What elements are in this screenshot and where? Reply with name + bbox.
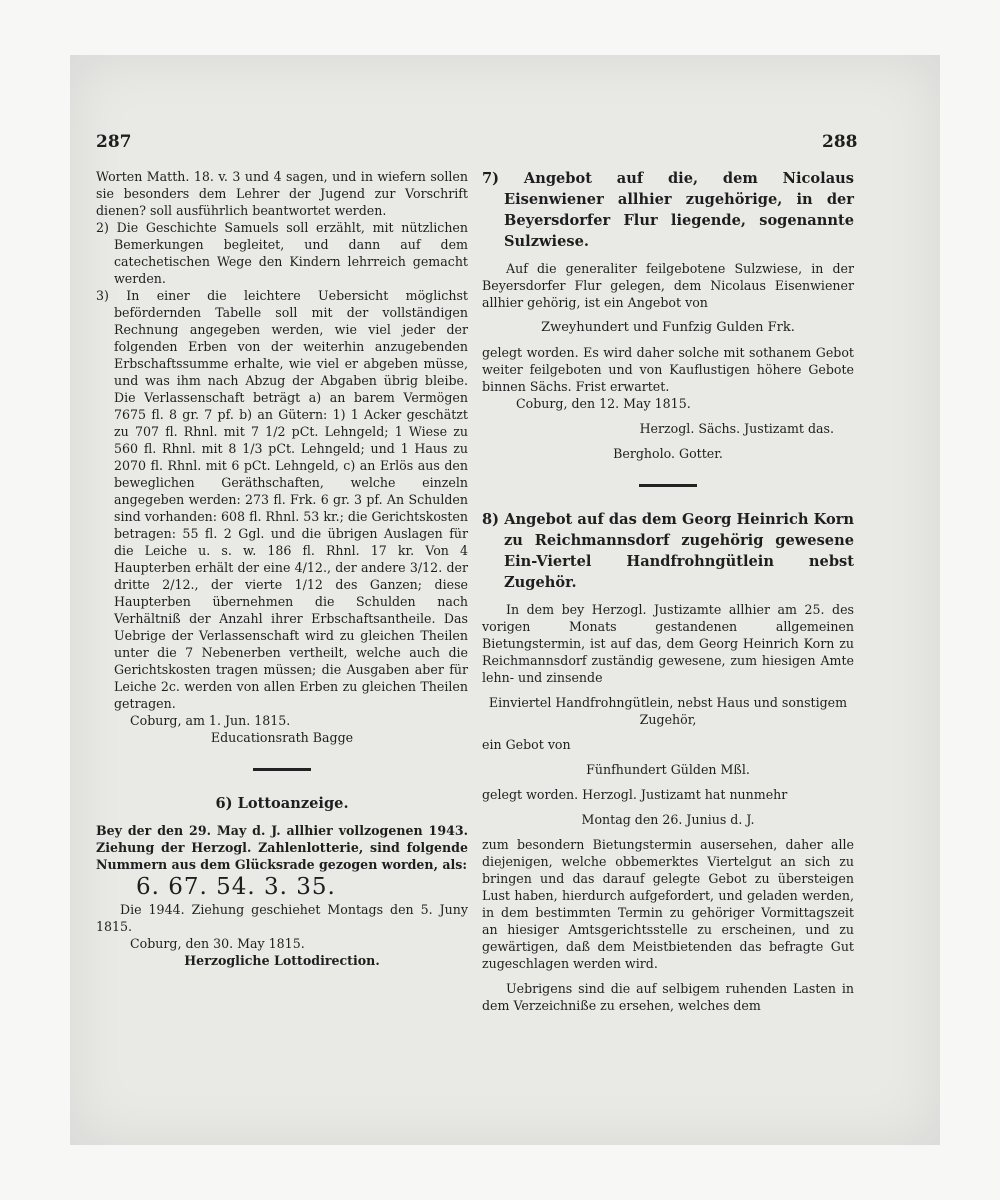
lottery-numbers: 6. 67. 54. 3. 35.: [136, 874, 336, 900]
offer-7-place-date: Coburg, den 12. May 1815.: [516, 396, 691, 411]
offer-8-closing: Uebrigens sind die auf selbigem ruhenden Lasten in dem Verzeichniße zu ersehen, welches dem: [482, 981, 854, 1013]
offer-7-amount: Zweyhundert und Funfzig Gulden Frk.: [541, 320, 795, 335]
offer-8-date: Montag den 26. Junius d. J.: [581, 812, 755, 827]
intro-paragraph: Worten Matth. 18. v. 3 und 4 sagen, und in wiefern sollen sie besonders dem Lehrer der Jugend zur Vorschrift dienen? soll ausführlich beantwortet werden.: [96, 169, 468, 218]
lottery-text: Bey der den 29. May d. J. allhier vollzogenen 1943. Ziehung der Herzogl. Zahlenlotterie, sind folgende Nummern aus dem Glücksrade gezogen worden, als:: [96, 823, 468, 872]
right-column: [482, 168, 854, 1014]
heading-offer-8: 8) Angebot auf das dem Georg Heinrich Korn zu Reichmannsdorf zugehörig gewesene Ein-Viertel Handfrohngütlein nebst Zugehör.: [482, 511, 854, 591]
offer-8-text: In dem bey Herzogl. Justizamte allhier am 25. des vorigen Monats gestandenen allgemeinen Bietungstermin, ist auf das, dem Georg Heinrich Korn zu Reichmannsdorf zuständig gewesene, zum hiesigen Amte lehn- und zinsende: [482, 602, 854, 685]
offer-8-item: Einviertel Handfrohngütlein, nebst Haus und sonstigem Zugehör,: [488, 695, 848, 727]
signature: Educationsrath Bagge: [210, 730, 354, 745]
heading-offer-7: 7) Angebot auf die, dem Nicolaus Eisenwiener allhier zugehörige, in der Beyersdorfer Flur liegende, sogenannte Sulzwiese.: [482, 170, 854, 250]
page-number-left: 287: [96, 132, 132, 152]
heading-lottery: 6) Lottoanzeige.: [215, 795, 349, 812]
place-date: Coburg, am 1. Jun. 1815.: [130, 713, 291, 728]
lottery-place-date: Coburg, den 30. May 1815.: [130, 936, 305, 951]
offer-7-names: Bergholo. Gotter.: [613, 446, 723, 461]
section-divider-right: [639, 484, 697, 487]
offer-8-body: zum besondern Bietungstermin ausersehen, daher alle diejenigen, welche obbemerktes Viertelgut an sich zu bringen und das darauf gelegte Gebot zu übersteigen Lust haben, hierdurch aufgefordert, und geladen werden, in dem bestimmten Termin zu gehöriger Vormittagszeit an hiesiger Amtsgerichtsstelle zu erscheinen, und zu gewärtigen, daß dem Meistbietenden das befragte Gut zugeschlagen werden wird.: [482, 837, 854, 971]
page-number-right: 288: [822, 132, 858, 152]
offer-8-amount: Fünfhundert Gülden Mßl.: [586, 762, 750, 777]
left-column: [96, 168, 468, 969]
offer-7-text: Auf die generaliter feilgebotene Sulzwiese, in der Beyersdorfer Flur gelegen, dem Nicolaus Eisenwiener allhier gehörig, ist ein Angebot von: [482, 261, 854, 310]
lottery-next-draw: Die 1944. Ziehung geschiehet Montags den 5. Juny 1815.: [96, 902, 468, 934]
offer-8-bid: ein Gebot von: [482, 737, 571, 752]
section-divider: [253, 768, 311, 771]
offer-7-continued: gelegt worden. Es wird daher solche mit sothanem Gebot weiter feilgeboten und von Kauflustigen höhere Gebote binnen Sächs. Frist erwartet.: [482, 345, 854, 394]
offer-8-laid: gelegt worden. Herzogl. Justizamt hat nunmehr: [482, 787, 788, 802]
lottery-signature: Herzogliche Lottodirection.: [184, 953, 380, 968]
offer-7-office: Herzogl. Sächs. Justizamt das.: [639, 421, 834, 436]
exam-item-3: 3) In einer die leichtere Uebersicht möglichst befördernden Tabelle soll mit der vollständigen Rechnung angegeben werden, wie viel jeder der folgenden Erben von der weiterhin anzugebenden Erbschaftssumme erhalte, wie viel er abgeben müsse, und was ihm nach Abzug der Abgaben übrig bleibe. Die Verlassenschaft beträgt a) an barem Vermögen 7675 fl. 8 gr. 7 pf. b) an Gütern: 1) 1 Acker geschätzt zu 707 fl. Rhnl. mit 7 1/2 pCt. Lehngeld; 1 Wiese zu 560 fl. Rhnl. mit 8 1/3 pCt. Lehngeld; und 1 Haus zu 2070 fl. Rhnl. mit 6 pCt. Lehngeld, c) an Erlös aus den beweglichen Geräthschaften, welche einzeln angegeben werden: 273 fl. Frk. 6 gr. 3 pf. An Schulden sind vorhanden: 608 fl. Rhnl. 53 kr.; die Gerichtskosten betragen: 55 fl. 2 Ggl. und die übrigen Auslagen für die Leiche u. s. w. 186 fl. Rhnl. 17 kr. Von 4 Haupterben erhält der eine 4/12., der andere 3/12. der dritte 2/12., der vierte 1/12 des Ganzen; diese Haupterben übernehmen die Schulden nach Verhältniß der Anzahl ihrer Erbschaftsantheile. Das Uebrige der Verlassenschaft wird zu gleichen Theilen unter die 7 Nebenerben vertheilt, welche auch die Gerichtskosten tragen müssen; die Ausgaben aber für Leiche 2c. werden von allen Erben zu gleichen Theilen getragen.: [96, 288, 468, 711]
exam-item-2: 2) Die Geschichte Samuels soll erzählt, mit nützlichen Bemerkungen begleitet, und dann auf dem catechetischen Wege den Kindern lehrreich gemacht werden.: [96, 220, 468, 286]
